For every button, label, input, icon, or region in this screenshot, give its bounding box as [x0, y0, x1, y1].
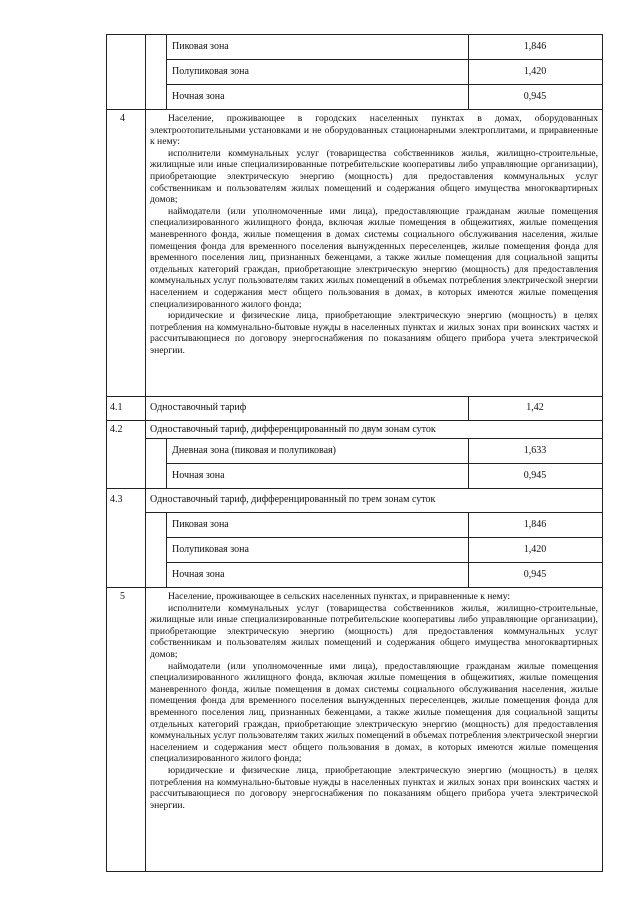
zone-value: 1,633 [523, 445, 547, 456]
row-divider [166, 59, 602, 60]
zone-label: Полупиковая зона [172, 544, 249, 555]
zone-label: Дневная зона (пиковая и полупиковая) [172, 445, 336, 456]
row-divider [166, 537, 602, 538]
row-divider [145, 512, 602, 513]
zone-value: 1,420 [523, 544, 547, 555]
zone-value: 0,945 [523, 470, 547, 481]
row-divider [166, 463, 602, 464]
zone-value: 0,945 [523, 91, 547, 102]
paragraph: Население, проживающее в городских населенных пунктах в домах, оборудованных электроотопительными установками и не оборудованных стационарными электроплитами, и приравненные к нему: [150, 113, 598, 148]
tariff-label: Одноставочный тариф, дифференцированный по двум зонам суток [150, 424, 436, 435]
zone-label: Ночная зона [172, 91, 225, 102]
zone-label: Пиковая зона [172, 41, 229, 52]
row-divider [106, 109, 602, 110]
row-divider [106, 488, 602, 489]
row-divider [106, 420, 602, 421]
section-description [150, 591, 598, 811]
zone-value: 1,420 [523, 66, 547, 77]
zone-label: Ночная зона [172, 470, 225, 481]
section-number: 4 [120, 113, 125, 124]
paragraph: наймодатели (или уполномоченные ими лица), предоставляющие гражданам жилые помещения специализированного жилищного фонда, включая жилые помещения в общежитиях, жилые помещения маневренного фонда, жилые помещения в домах системы социального обслуживания населения, жилые помещения фонда для временного поселения вынужденных переселенцев, жилые помещения фонда для временного поселения лиц, признанных беженцами, а также жилые помещения для социальной защиты отдельных категорий граждан, приобретающие электрическую энергию (мощность) для предоставления коммунальных услуг пользователям таких жилых помещений в объемах потребления электрической энергии населением и содержания мест общего пользования в домах, в которых имеются жилые помещения специализированного жилого фонда; [150, 205, 598, 310]
row-divider [166, 562, 602, 563]
table-border-right [602, 34, 603, 872]
paragraph: наймодатели (или уполномоченные ими лица), предоставляющие гражданам жилые помещения специализированного жилищного фонда, включая жилые помещения в общежитиях, жилые помещения маневренного фонда, жилые помещения в домах системы социального обслуживания населения, жилые помещения фонда для временного поселения вынужденных переселенцев, жилые помещения фонда для временного поселения лиц, признанных беженцами, а также жилые помещения для социальной защиты отдельных категорий граждан, приобретающие электрическую энергию (мощность) для предоставления коммунальных услуг пользователям таких жилых помещений в объемах потребления электрической энергии населением и содержания мест общего пользования в домах, в которых имеются жилые помещения специализированного жилого фонда; [150, 660, 598, 765]
paragraph: Население, проживающее в сельских населенных пунктах, и приравненные к нему: [168, 591, 511, 602]
zone-value: 0,945 [523, 569, 547, 580]
tariff-value: 1,42 [526, 402, 544, 413]
zone-label: Пиковая зона [172, 519, 229, 530]
table-border-left [106, 34, 107, 872]
section-number: 5 [120, 591, 125, 602]
zone-label: Полупиковая зона [172, 66, 249, 77]
table-top-border [106, 34, 602, 35]
tariff-label: Одноставочный тариф [150, 402, 247, 413]
zone-value: 1,846 [523, 519, 547, 530]
paragraph: исполнители коммунальных услуг (товарищества собственников жилья, жилищно-строительные, жилищные или иные специализированные потребительские кооперативы либо управляющие организации), приобретающие электрическую энергию (мощность) для предоставления коммунальных услуг собственникам и пользователям жилых помещений и содержания общего имущества многоквартирных домов; [150, 147, 598, 206]
zone-value: 1,846 [523, 41, 547, 52]
row-number: 4.1 [110, 402, 123, 413]
row-divider [145, 438, 602, 439]
zone-label: Ночная зона [172, 569, 225, 580]
table-bottom-border [106, 871, 602, 872]
row-number: 4.2 [110, 424, 123, 435]
subrow-indent-divider [166, 512, 167, 587]
number-column-divider [145, 34, 146, 872]
subrow-indent-divider [166, 34, 167, 109]
row-divider [106, 396, 602, 397]
paragraph: юридические и физические лица, приобретающие электрическую энергию (мощность) в целях потребления на коммунально-бытовые нужды в населенных пунктах и жилых зонах при воинских частях и рассчитывающиеся по договору энергоснабжения по показаниям общего прибора учета электрической энергии. [150, 310, 598, 356]
tariff-label: Одноставочный тариф, дифференцированный по трем зонам суток [150, 494, 436, 505]
section-description [150, 113, 598, 356]
row-number: 4.3 [110, 494, 123, 505]
paragraph: юридические и физические лица, приобретающие электрическую энергию (мощность) в целях потребления на коммунально-бытовые нужды в населенных пунктах и жилых зонах при воинских частях и рассчитывающиеся по договору энергоснабжения по показаниям общего прибора учета электрической энергии. [150, 764, 598, 811]
paragraph: исполнители коммунальных услуг (товарищества собственников жилья, жилищно-строительные, жилищные или иные специализированные потребительские кооперативы либо управляющие организации), приобретающие электрическую энергию (мощность) для предоставления коммунальных услуг собственникам и пользователям жилых помещений и содержания общего имущества многоквартирных домов; [150, 602, 598, 660]
row-divider [106, 587, 602, 588]
row-divider [166, 84, 602, 85]
